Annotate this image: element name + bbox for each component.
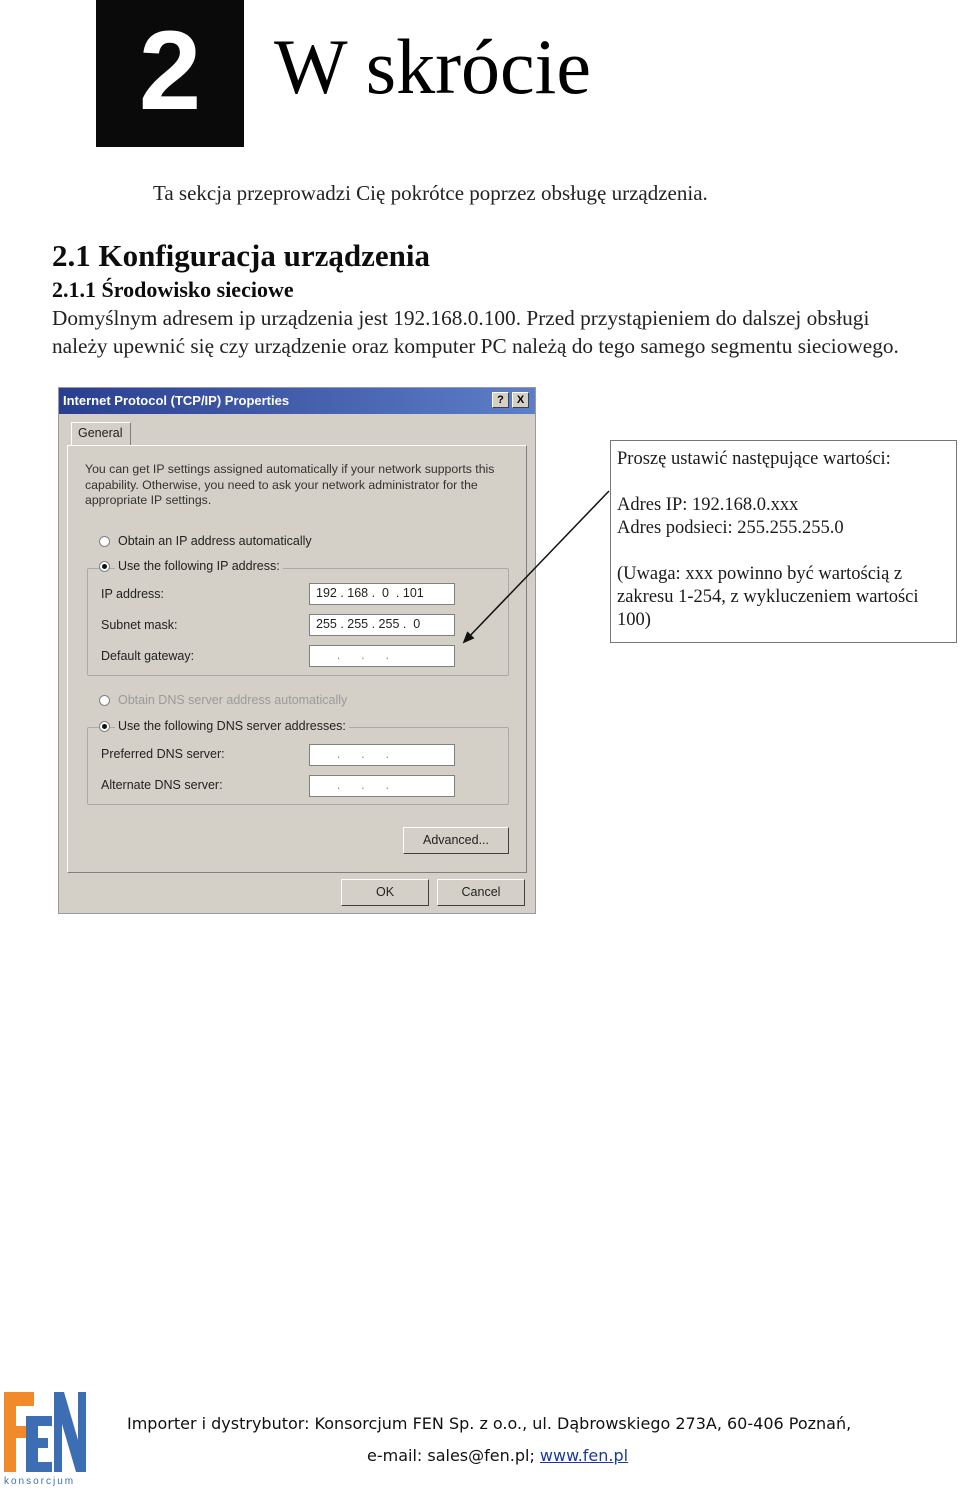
help-button[interactable]: ? — [492, 392, 509, 408]
section-heading: 2.1 Konfiguracja urządzenia — [52, 238, 430, 273]
dialog-titlebar — [59, 388, 535, 414]
radio-manual-ip[interactable] — [99, 561, 110, 572]
default-gateway-label: Default gateway: — [101, 649, 195, 663]
preferred-dns-field[interactable]: . . . — [309, 744, 455, 766]
subnet-mask-label: Subnet mask: — [101, 618, 178, 632]
logo-subtitle: konsorcjum — [4, 1476, 76, 1487]
close-button[interactable]: X — [512, 392, 529, 408]
fen-logo-mark — [2, 1390, 88, 1490]
preferred-dns-label: Preferred DNS server: — [101, 747, 225, 761]
tab-general[interactable]: General — [71, 422, 131, 446]
dialog-title: Internet Protocol (TCP/IP) Properties — [63, 393, 290, 408]
cancel-button[interactable]: Cancel — [437, 879, 525, 906]
default-gateway-field[interactable]: . . . — [309, 645, 455, 667]
fen-logo — [2, 1390, 88, 1490]
chapter-number-box — [96, 0, 244, 147]
chapter-title: W skrócie — [274, 23, 591, 110]
footer-contact — [367, 1446, 628, 1465]
radio-auto-ip-label: Obtain an IP address automatically — [118, 534, 312, 548]
ip-address-label: IP address: — [101, 587, 165, 601]
footer-email: e-mail: sales@fen.pl; — [367, 1446, 540, 1465]
chapter-number: 2 — [138, 8, 202, 133]
radio-manual-dns-label: Use the following DNS server addresses: — [115, 719, 349, 733]
advanced-button[interactable]: Advanced... — [403, 827, 509, 854]
subsection-heading: 2.1.1 Środowisko sieciowe — [52, 277, 294, 302]
radio-auto-dns-label: Obtain DNS server address automatically — [118, 693, 348, 707]
settings-callout — [610, 440, 957, 643]
radio-manual-dns[interactable] — [99, 721, 110, 732]
radio-auto-dns[interactable] — [99, 695, 110, 706]
subnet-mask-field[interactable]: 255 . 255 . 255 . 0 — [309, 614, 455, 636]
alternate-dns-label: Alternate DNS server: — [101, 778, 223, 792]
website-link[interactable]: www.fen.pl — [539, 1446, 629, 1465]
dialog-description: You can get IP settings assigned automatically if your network supports this capability. Otherwise, you need to ask your network administrator for the appropriate IP settings. — [85, 462, 495, 507]
body-paragraph: Domyślnym adresem ip urządzenia jest 192.168.0.100. Przed przystąpieniem do dalszej obsługi należy upewnić się czy urządzenie oraz komputer PC należą do tego samego segmentu sieciowego. — [52, 306, 899, 358]
callout-ip: Adres IP: 192.168.0.xxx — [617, 495, 799, 515]
intro-text: Ta sekcja przeprowadzi Cię pokrótce poprzez obsługę urządzenia. — [153, 181, 708, 205]
callout-intro: Proszę ustawić następujące wartości: — [617, 449, 891, 469]
ok-button[interactable]: OK — [341, 879, 429, 906]
ip-address-field[interactable]: 192 . 168 . 0 . 101 — [309, 583, 455, 605]
radio-manual-ip-label: Use the following IP address: — [115, 559, 283, 573]
radio-auto-ip[interactable] — [99, 536, 110, 547]
alternate-dns-field[interactable]: . . . — [309, 775, 455, 797]
callout-note: (Uwaga: xxx powinno być wartością z zakresu 1-254, z wykluczeniem wartości 100) — [617, 564, 919, 630]
tcpip-properties-dialog — [58, 387, 536, 914]
footer-address: Importer i dystrybutor: Konsorcjum FEN Sp. z o.o., ul. Dąbrowskiego 273A, 60-406 Poznań, — [127, 1414, 852, 1433]
callout-mask: Adres podsieci: 255.255.255.0 — [617, 518, 844, 538]
